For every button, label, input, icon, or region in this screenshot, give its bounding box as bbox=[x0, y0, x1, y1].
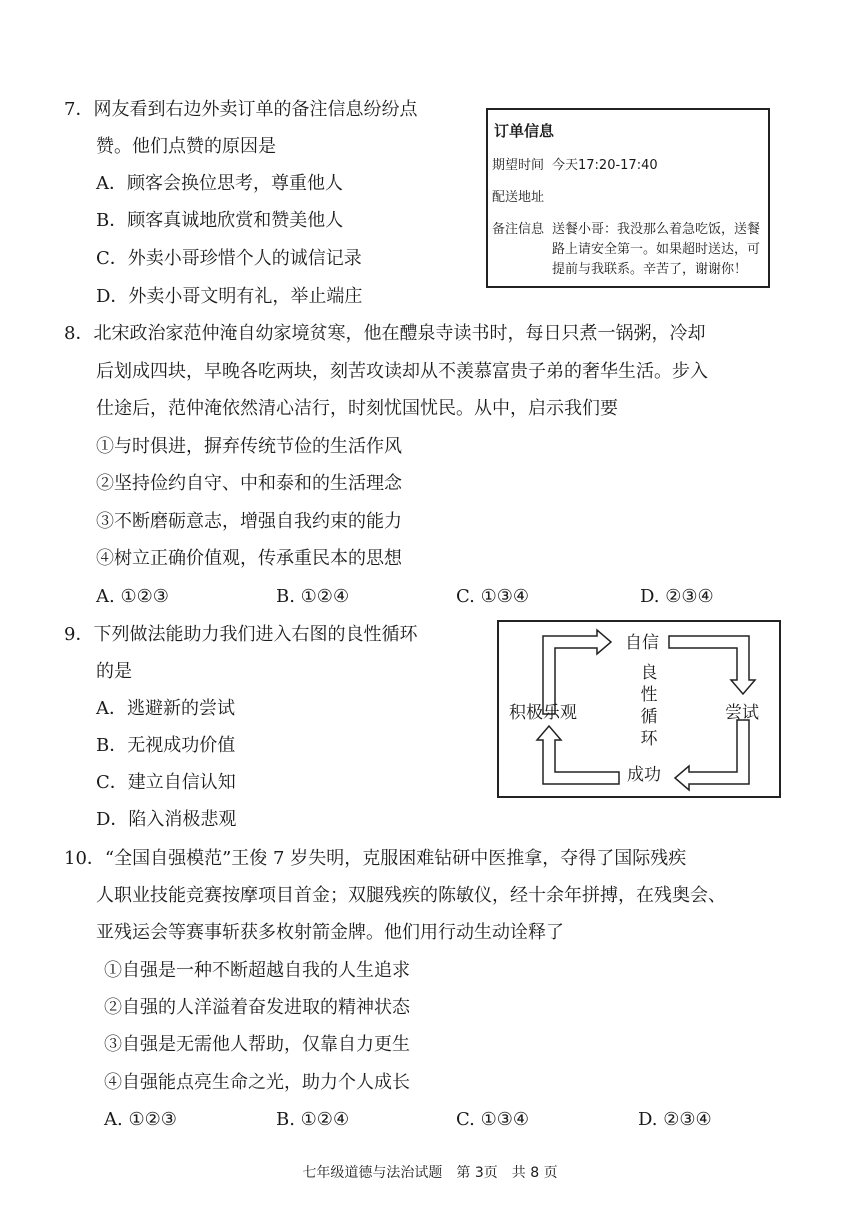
q7-stem-line1: 7．网友看到右边外卖订单的备注信息纷纷点 bbox=[64, 99, 418, 120]
cycle-diagram bbox=[497, 620, 781, 798]
page-footer: 七年级道德与法治试题 第 3页 共 8 页 bbox=[302, 1165, 558, 1181]
order-title: 订单信息 bbox=[494, 122, 555, 140]
q10-choice-b: B. ①②④ bbox=[276, 1109, 350, 1130]
cycle-center-char-1: 良 bbox=[640, 663, 658, 683]
q7-option-d: D．外卖小哥文明有礼，举止端庄 bbox=[96, 286, 363, 307]
q9-stem-line1: 9．下列做法能助力我们进入右图的良性循环 bbox=[64, 624, 418, 645]
order-info-box bbox=[486, 108, 770, 288]
cycle-node-confidence: 自信 bbox=[625, 633, 659, 653]
q10-choice-c: C. ①③④ bbox=[456, 1109, 529, 1130]
cycle-node-optimism: 积极乐观 bbox=[509, 703, 577, 723]
q9-option-b: B．无视成功价值 bbox=[96, 735, 236, 756]
order-time-row bbox=[492, 156, 658, 176]
order-address-row bbox=[492, 188, 552, 208]
order-address-label: 配送地址 bbox=[492, 190, 545, 205]
q10-item-3: ③自强是无需他人帮助，仅靠自力更生 bbox=[104, 1034, 410, 1055]
q9-option-d: D．陷入消极悲观 bbox=[96, 809, 237, 830]
cycle-node-success: 成功 bbox=[627, 765, 661, 785]
q8-stem-line2: 后划成四块，早晚各吃两块，刻苦攻读却从不羡慕富贵子弟的奢华生活。步入 bbox=[96, 361, 708, 382]
q8-choice-b: B. ①②④ bbox=[276, 586, 350, 607]
q8-item-3: ③不断磨砺意志，增强自我约束的能力 bbox=[96, 511, 402, 532]
q8-item-2: ②坚持俭约自守、中和泰和的生活理念 bbox=[96, 473, 402, 494]
q9-option-c: C．建立自信认知 bbox=[96, 772, 236, 793]
cycle-center-char-3: 循 bbox=[640, 707, 658, 727]
order-time-value: 今天17:20-17:40 bbox=[552, 158, 658, 173]
q10-item-4: ④自强能点亮生命之光，助力个人成长 bbox=[104, 1072, 410, 1093]
q8-item-4: ④树立正确价值观，传承重民本的思想 bbox=[96, 548, 402, 569]
q8-stem-line1: 8．北宋政治家范仲淹自幼家境贫寒，他在醴泉寺读书时，每日只煮一锅粥，冷却 bbox=[64, 323, 706, 344]
order-note-label: 备注信息 bbox=[492, 222, 545, 237]
q10-item-2: ②自强的人洋溢着奋发进取的精神状态 bbox=[104, 997, 410, 1018]
arrow-to-optimism bbox=[537, 726, 619, 784]
cycle-node-trying: 尝试 bbox=[725, 703, 759, 723]
cycle-center-label bbox=[639, 662, 659, 750]
q10-choice-d: D. ②③④ bbox=[638, 1109, 712, 1130]
cycle-center-char-2: 性 bbox=[640, 685, 658, 705]
q9-stem-line2: 的是 bbox=[96, 661, 132, 682]
q7-option-b: B．顾客真诚地欣赏和赞美他人 bbox=[96, 210, 344, 231]
q8-choice-d: D. ②③④ bbox=[640, 586, 714, 607]
q10-choice-a: A. ①②③ bbox=[104, 1109, 177, 1130]
q8-stem-line3: 仕途后，范仲淹依然清心洁行，时刻忧国忧民。从中，启示我们要 bbox=[96, 398, 618, 419]
arrow-to-success bbox=[675, 720, 749, 790]
arrow-to-trying bbox=[669, 636, 755, 694]
q8-choice-a: A. ①②③ bbox=[96, 586, 169, 607]
q10-stem-line1: 10．“全国自强模范”王俊 7 岁失明，克服困难钻研中医推拿，夺得了国际残疾 bbox=[64, 848, 687, 869]
q10-item-1: ①自强是一种不断超越自我的人生追求 bbox=[104, 960, 410, 981]
order-note-value: 送餐小哥：我没那么着急吃饭，送餐路上请安全第一。如果超时送达，可提前与我联系。辛苦了，谢谢你！ bbox=[552, 222, 761, 277]
q7-option-a: A．顾客会换位思考，尊重他人 bbox=[96, 173, 343, 194]
q9-option-a: A．逃避新的尝试 bbox=[96, 698, 235, 719]
order-time-label: 期望时间 bbox=[492, 158, 545, 173]
q8-choice-c: C. ①③④ bbox=[456, 586, 529, 607]
cycle-center-char-4: 环 bbox=[640, 729, 658, 749]
q8-item-1: ①与时俱进，摒弃传统节俭的生活作风 bbox=[96, 436, 402, 457]
q7-option-c: C．外卖小哥珍惜个人的诚信记录 bbox=[96, 248, 362, 269]
q10-stem-line2: 人职业技能竞赛按摩项目首金；双腿残疾的陈敏仪，经十余年拼搏，在残奥会、 bbox=[96, 885, 726, 906]
q7-stem-line2: 赞。他们点赞的原因是 bbox=[96, 136, 276, 157]
q10-stem-line3: 亚残运会等赛事斩获多枚射箭金牌。他们用行动生动诠释了 bbox=[96, 922, 564, 943]
